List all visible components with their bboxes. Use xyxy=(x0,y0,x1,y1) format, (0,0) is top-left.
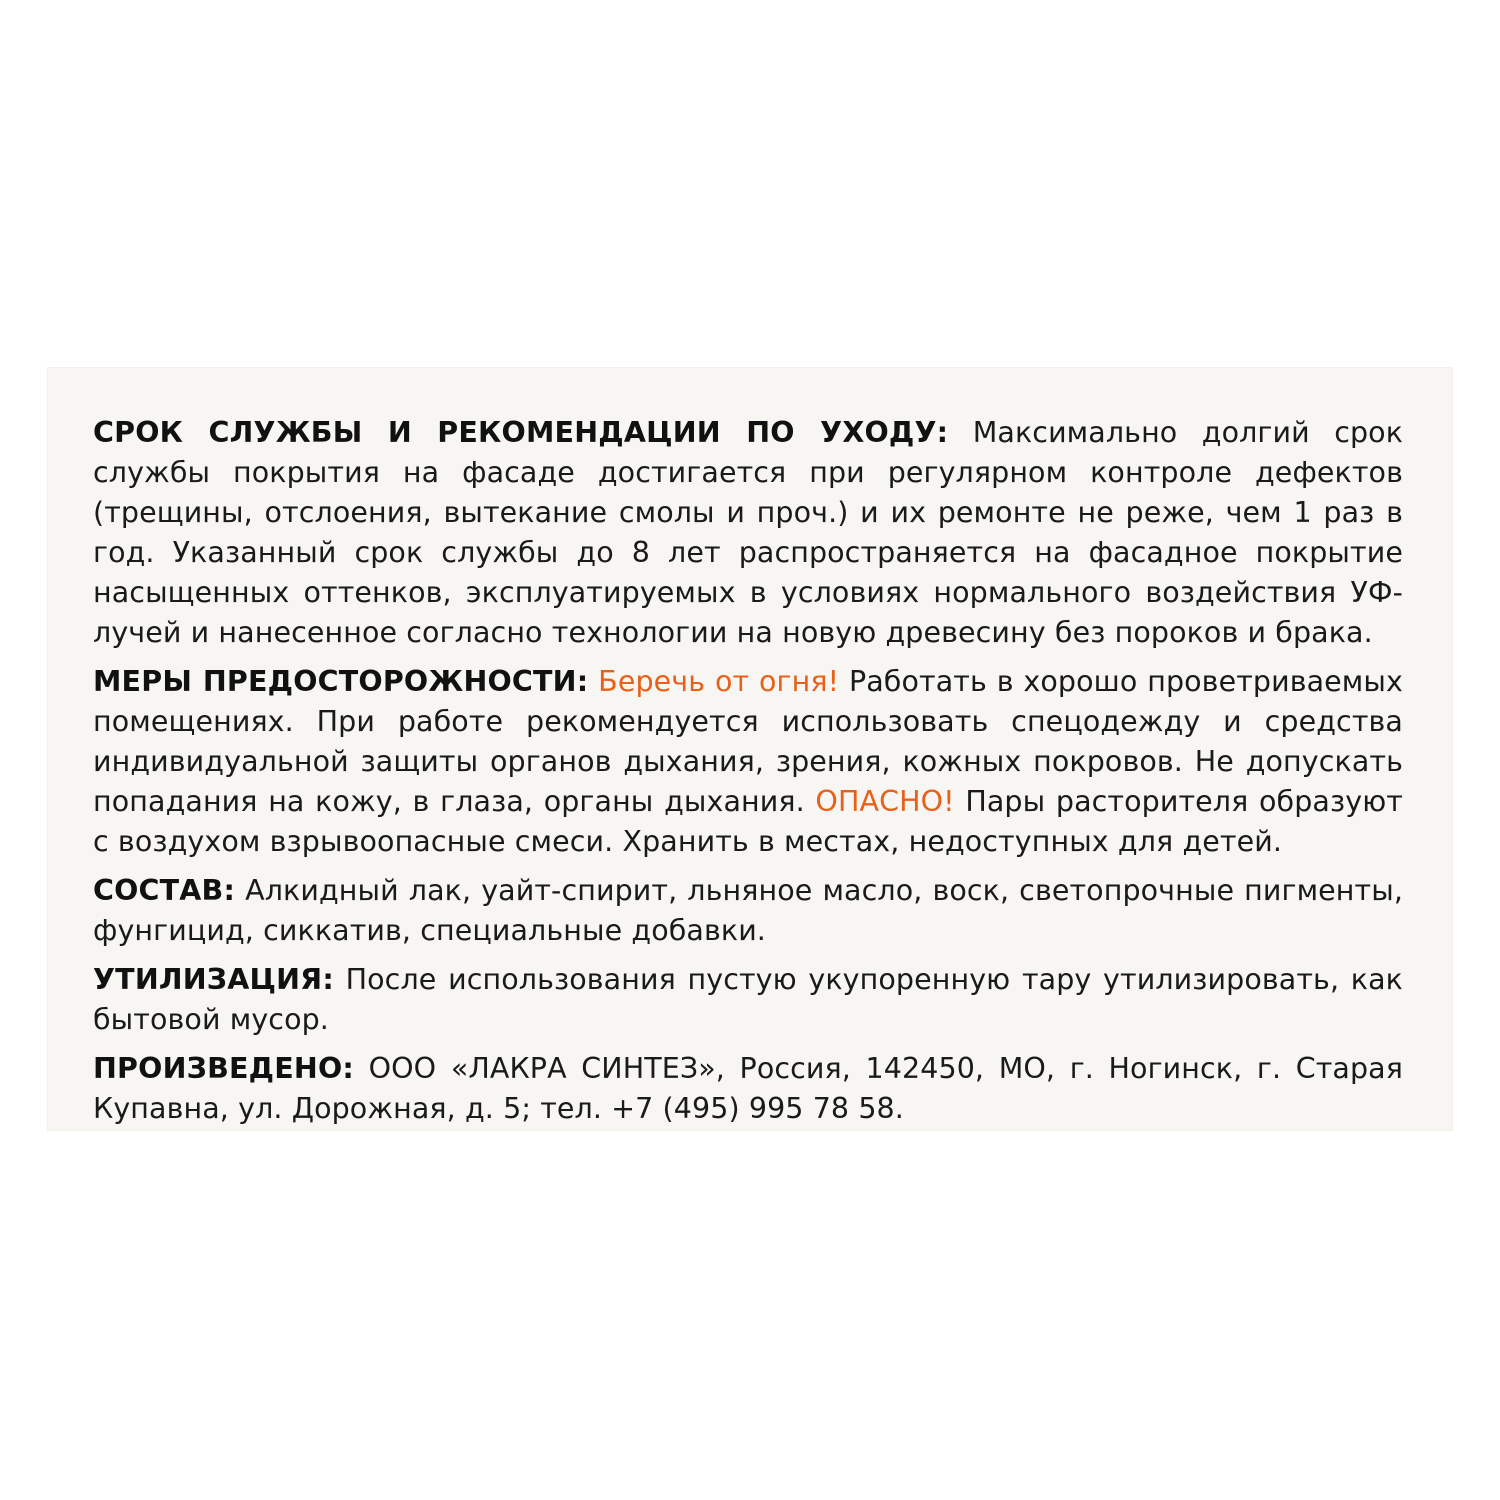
section-service-life xyxy=(93,413,1403,653)
section-precautions-body-1: Работать в хорошо проветриваемых помещениях. При работе рекомендуется использовать спецодежду и средства индивидуальной защиты органов дыхания, зрения, кожных покровов. Не допускать попадания на кожу, в глаза, органы дыхания. xyxy=(93,665,1403,818)
section-manufacturer-heading: ПРОИЗВЕДЕНО: xyxy=(93,1052,354,1085)
section-service-life-heading: СРОК СЛУЖБЫ И РЕКОМЕНДАЦИИ ПО УХОДУ: xyxy=(93,416,949,449)
section-composition xyxy=(93,871,1403,951)
label-panel xyxy=(48,368,1452,1130)
section-service-life-body: Максимально долгий срок службы покрытия на фасаде достигается при регулярном контроле дефектов (трещины, отслоения, вытекание смолы и проч.) и их ремонте не реже, чем 1 раз в год. Указанный срок службы до 8 лет распространяется на фасадное покрытие насыщенных оттенков, эксплуатируемых в условиях нормального воздействия УФ-лучей и нанесенное согласно технологии на новую древесину без пороков и брака. xyxy=(93,416,1404,649)
section-manufacturer-body: ООО «ЛАКРА СИНТЕЗ», Россия, 142450, МО, г. Ногинск, г. Старая Купавна, ул. Дорожная, д. 5; тел. +7 (495) 995 78 58. xyxy=(93,1052,1403,1125)
section-disposal-heading: УТИЛИЗАЦИЯ: xyxy=(93,963,334,996)
section-precautions-body-2: Пары расторителя образуют с воздухом взрывоопасные смеси. Хранить в местах, недоступных для детей. xyxy=(93,785,1403,858)
section-composition-body: Алкидный лак, уайт-спирит, льняное масло, воск, светопрочные пигменты, фунгицид, сиккатив, специальные добавки. xyxy=(93,874,1403,947)
section-precautions xyxy=(93,662,1403,862)
section-manufacturer xyxy=(93,1049,1403,1129)
warning-keep-from-fire: Беречь от огня! xyxy=(598,665,840,698)
section-disposal xyxy=(93,960,1403,1040)
section-composition-heading: СОСТАВ: xyxy=(93,874,236,907)
section-disposal-body: После использования пустую укупоренную тару утилизировать, как бытовой мусор. xyxy=(93,963,1403,1036)
section-precautions-heading: МЕРЫ ПРЕДОСТОРОЖНОСТИ: xyxy=(93,665,589,698)
warning-danger: ОПАСНО! xyxy=(815,785,955,818)
label-text-block xyxy=(93,413,1403,1129)
